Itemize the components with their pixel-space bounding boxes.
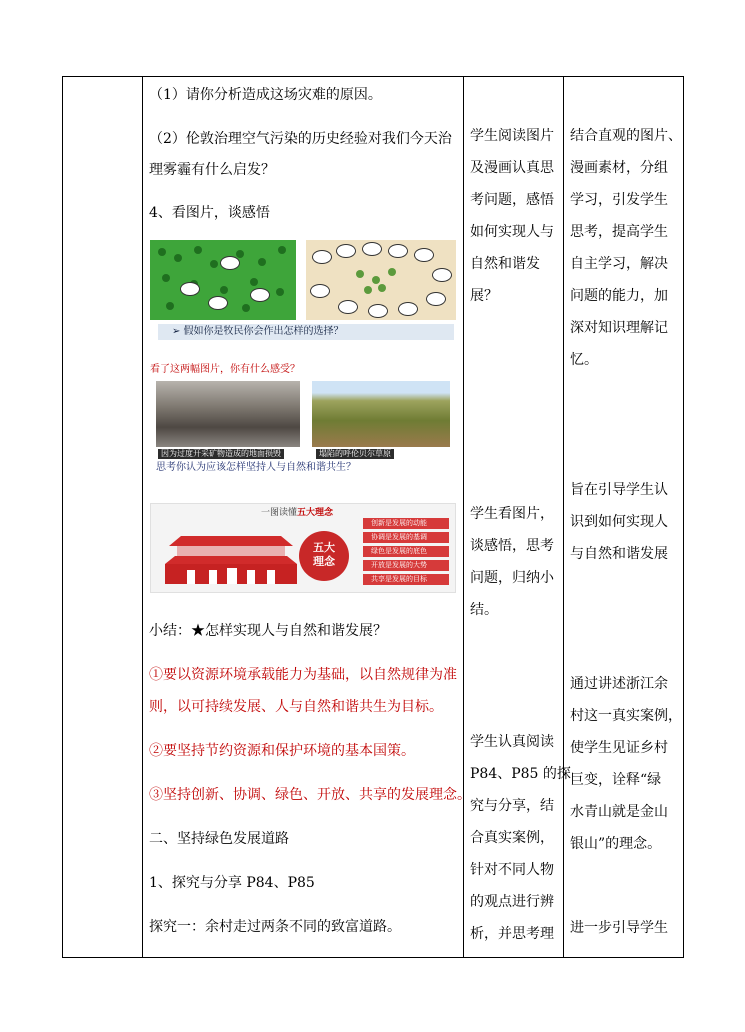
table-border-right: [683, 76, 684, 958]
environment-damage-image: [150, 364, 456, 476]
summary-point-3: ③坚持创新、协调、绿色、开放、共享的发展理念。: [149, 787, 471, 803]
green-grassland-panel: [150, 240, 296, 320]
mining-photo-caption: 因为过度开采矿物造成的地面损毁: [158, 449, 284, 459]
design-intent-1: 结合直观的图片、 漫画素材，分组 学习，引发学生 思考，提高学生 自主学习，解决 问题的能力，加 深对知识理解记 忆。: [570, 128, 682, 368]
concept-bar: 绿色是发展的底色: [363, 546, 449, 557]
table-border-left: [62, 76, 63, 958]
herder-question-caption: ➢ 假如你是牧民你会作出怎样的选择？: [158, 324, 454, 340]
step-4-heading: 4、看图片，谈感悟: [149, 205, 270, 221]
concept-bar: 开放是发展的大势: [363, 560, 449, 571]
sheep-icon: [220, 256, 240, 270]
question-1: （1）请你分析造成这场灾难的原因。: [149, 87, 382, 103]
mining-damage-photo: [156, 381, 300, 447]
question-2-line2: 理雾霾有什么启发？: [149, 162, 275, 178]
tiananmen-gate-icon: [161, 522, 301, 588]
table-border-col1: [142, 76, 143, 958]
grassland-collapse-photo: [312, 381, 450, 447]
herder-cartoon-image: [150, 240, 456, 340]
photo-reflection-question: 思考你认为应该怎样坚持人与自然和谐共生？: [156, 462, 356, 473]
sheep-icon: [250, 288, 270, 302]
student-activity-1: 学生阅读图片 及漫画认真思 考问题，感悟 如何实现人与 自然和谐发 展？: [470, 128, 554, 304]
explore-1-text: 探究一：余村走过两条不同的致富道路。: [149, 919, 401, 935]
table-bottom-border: [62, 957, 684, 958]
five-concepts-title: 一图读懂五大理念: [261, 508, 334, 518]
summary-point-1-line2: 则，以可持续发展、人与自然和谐共生为目标。: [149, 699, 443, 715]
sheep-icon: [208, 296, 228, 310]
design-intent-3: 通过讲述浙江余 村这一真实案例， 使学生见证乡村 巨变，诠释“绿 水青山就是金山 银山”的理念。: [570, 676, 682, 852]
concept-bar: 创新是发展的动能: [363, 518, 449, 529]
question-2-line1: （2）伦敦治理空气污染的历史经验对我们今天治: [149, 131, 452, 147]
grassland-photo-caption: 塌陷的呼伦贝尔草原: [316, 449, 394, 459]
concept-bar: 协调是发展的基调: [363, 532, 449, 543]
table-border-col2: [463, 76, 464, 958]
table-top-border: [62, 76, 684, 77]
summary-point-1-line1: ①要以资源环境承载能力为基础，以自然规律为准: [149, 667, 457, 683]
five-concepts-diagram: [150, 503, 456, 593]
design-intent-2: 旨在引导学生认 识到如何实现人 与自然和谐发展: [570, 482, 668, 562]
section-2-heading: 二、坚持绿色发展道路: [149, 831, 289, 847]
sheep-icon: [180, 282, 200, 296]
design-intent-4: 进一步引导学生: [570, 920, 668, 936]
summary-title: 小结：★怎样实现人与自然和谐发展？: [149, 623, 387, 639]
concept-bar: 共享是发展的目标: [363, 574, 449, 585]
student-activity-2: 学生看图片， 谈感悟，思考 问题，归纳小 结。: [470, 506, 554, 618]
summary-point-2: ②要坚持节约资源和保护环境的基本国策。: [149, 743, 415, 759]
overgrazed-pasture-panel: [306, 240, 456, 320]
five-concepts-circle: 五大 理念: [299, 531, 349, 581]
photo-prompt-title: 看了这两幅图片，你有什么感受？: [150, 364, 300, 375]
student-activity-3: 学生认真阅读 P84、P85 的探 究与分享，结 合真实案例， 针对不同人物 的观点进行辨 析，并思考理: [470, 734, 571, 942]
step-1-heading: 1、探究与分享 P84、P85: [149, 875, 315, 891]
